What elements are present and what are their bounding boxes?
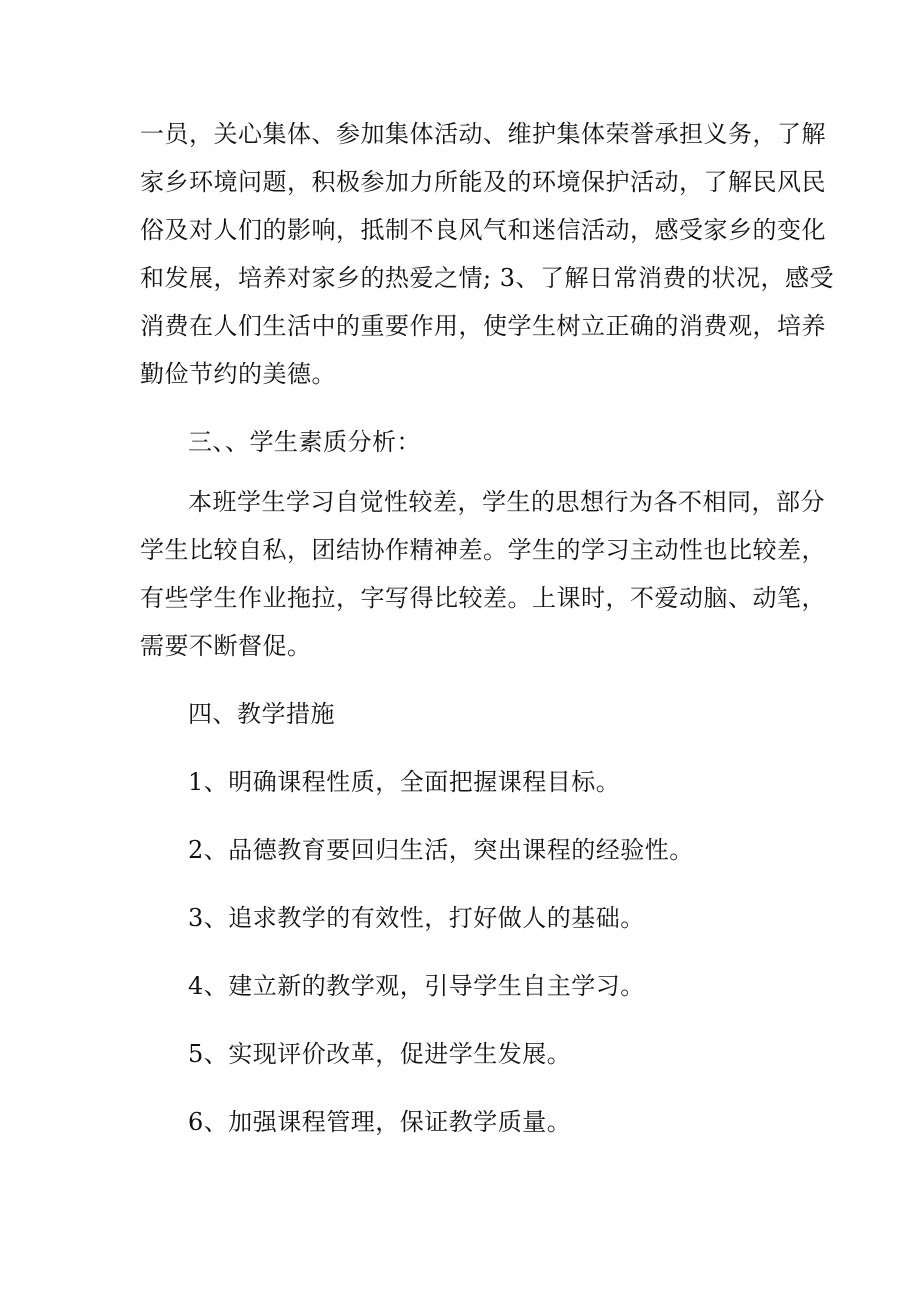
- list-item: 3、追求教学的有效性，打好做人的基础。: [188, 904, 645, 932]
- paragraph-line: 家乡环境问题，积极参加力所能及的环境保护活动，了解民风民: [140, 168, 826, 196]
- list-item: 2、品德教育要回归生活，突出课程的经验性。: [188, 836, 694, 864]
- list-item: 4、建立新的教学观，引导学生自主学习。: [188, 972, 645, 1000]
- list-item: 5、实现评价改革，促进学生发展。: [188, 1040, 572, 1068]
- paragraph-line: 和发展，培养对家乡的热爱之情; 3、了解日常消费的状况，感受: [140, 264, 834, 292]
- section-three-heading: 三、、学生素质分析：: [188, 428, 421, 456]
- section-four-heading: 四、教学措施: [188, 700, 335, 728]
- paragraph-line: 消费在人们生活中的重要作用，使学生树立正确的消费观，培养: [140, 312, 826, 340]
- section-three-paragraph: [140, 478, 826, 670]
- list-item: 6、加强课程管理，保证教学质量。: [188, 1108, 572, 1136]
- paragraph-line: 学生比较自私，团结协作精神差。学生的学习主动性也比较差，: [140, 536, 826, 564]
- list-item: 1、明确课程性质，全面把握课程目标。: [188, 768, 621, 796]
- paragraph-line: 有些学生作业拖拉，字写得比较差。上课时，不爱动脑、动笔，: [140, 584, 826, 612]
- measures-list: [140, 738, 790, 1146]
- paragraph-line: 勤俭节约的美德。: [140, 360, 336, 388]
- document-body: [140, 110, 834, 1146]
- paragraph-line: 一员，关心集体、参加集体活动、维护集体荣誉承担义务，了解: [140, 120, 826, 148]
- paragraph-line: 需要不断督促。: [140, 632, 312, 660]
- intro-paragraph: [140, 110, 834, 398]
- paragraph-line: 俗及对人们的影响，抵制不良风气和迷信活动，感受家乡的变化: [140, 216, 826, 244]
- paragraph-line: 本班学生学习自觉性较差，学生的思想行为各不相同，部分: [188, 488, 825, 516]
